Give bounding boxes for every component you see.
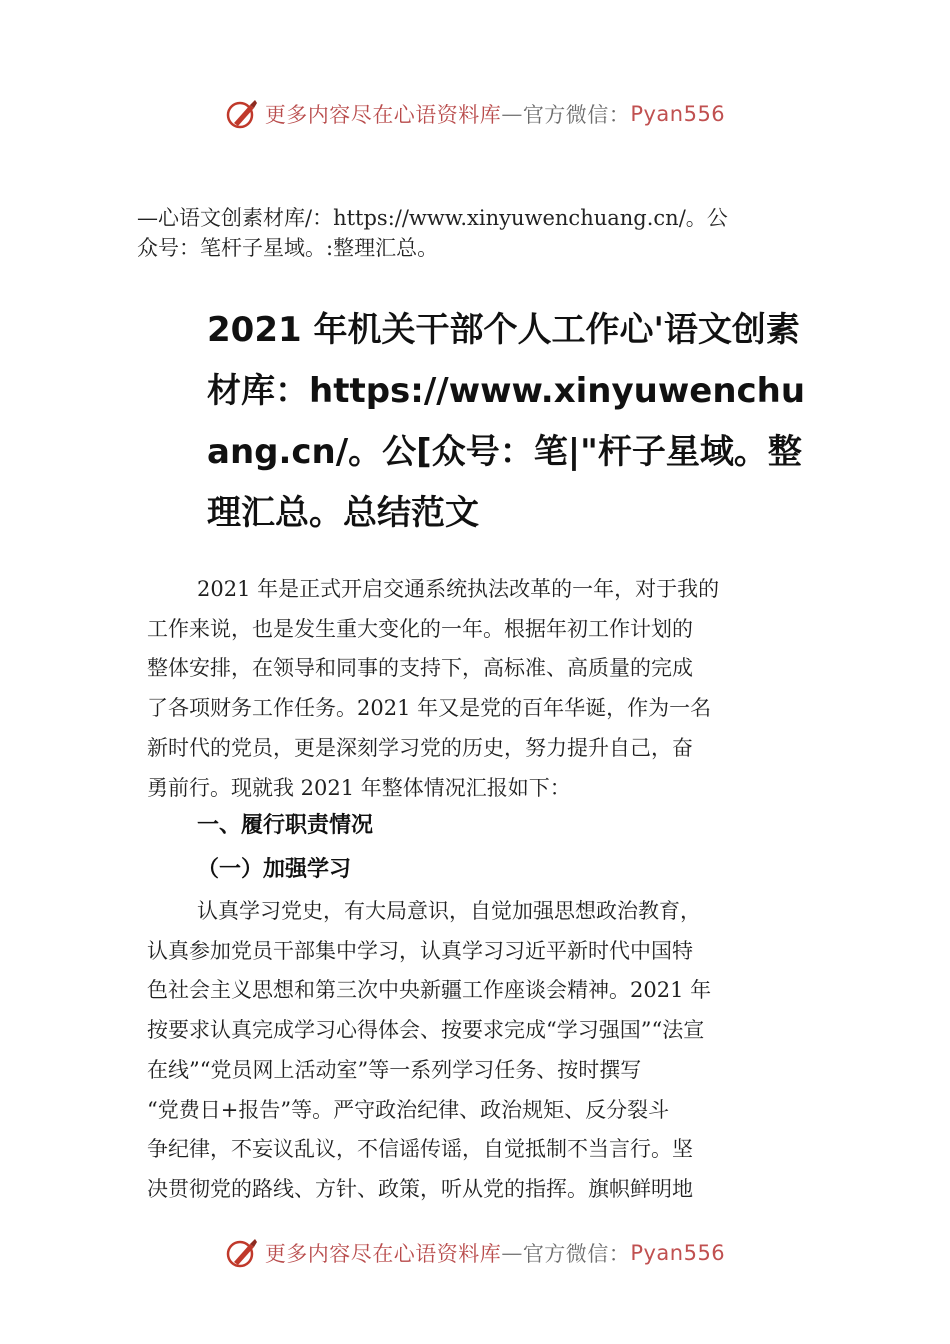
banner-text: 更多内容尽在心语资料库	[264, 1242, 502, 1266]
pen-logo-icon	[225, 1236, 259, 1270]
paragraph-1	[147, 570, 817, 808]
paragraph-line: 色社会主义思想和第三次中央新疆工作座谈会精神。2021 年	[147, 978, 712, 1003]
paragraph-line: 认真学习党史，有大局意识，自觉加强思想政治教育，	[197, 899, 701, 923]
footer-banner	[0, 1233, 950, 1273]
intro-line: —心语文创素材库/：https://www.xinyuwenchuang.cn/。公	[137, 206, 728, 230]
banner-wechat-id: Pyan556	[630, 102, 726, 126]
banner-text: 更多内容尽在心语资料库	[264, 103, 502, 127]
title-line: 材库：https://www.xinyuwenchu	[207, 371, 806, 411]
banner-wechat-label: 官方微信：	[522, 1242, 631, 1266]
paragraph-line: 勇前行。现就我 2021 年整体情况汇报如下：	[147, 775, 571, 800]
pen-logo-icon	[225, 97, 259, 131]
paragraph-line: 工作来说，也是发生重大变化的一年。根据年初工作计划的	[147, 616, 693, 641]
title-line: 理汇总。总结范文	[207, 493, 479, 533]
banner-wechat-id: Pyan556	[630, 1241, 726, 1265]
title-line: ang.cn/。公[众号：笔|"杆子星域。整	[207, 432, 802, 472]
paragraph-line: 整体安排，在领导和同事的支持下，高标准、高质量的完成	[147, 656, 693, 681]
paragraph-2	[147, 892, 817, 1210]
intro-line: 众号：笔杆子星域。:整理汇总。	[137, 236, 439, 260]
paragraph-line: “党费日+报告”等。严守政治纪律、政治规矩、反分裂斗	[147, 1097, 670, 1122]
banner-dash: —	[501, 102, 523, 126]
banner-dash: —	[501, 1241, 523, 1265]
paragraph-line: 了各项财务工作任务。2021 年又是党的百年华诞，作为一名	[147, 696, 712, 721]
banner-wechat-label: 官方微信：	[522, 103, 631, 127]
paragraph-line: 新时代的党员，更是深刻学习党的历史，努力提升自己，奋	[147, 735, 693, 760]
paragraph-line: 在线”“党员网上活动室”等一系列学习任务、按时撰写	[147, 1057, 642, 1082]
paragraph-line: 按要求认真完成学习心得体会、按要求完成“学习强国”“法宣	[147, 1018, 705, 1043]
subsection-heading: （一）加强学习	[197, 857, 352, 882]
header-banner	[0, 94, 950, 134]
section-heading: 一、履行职责情况	[197, 813, 374, 838]
title-line: 2021 年机关干部个人工作心'语文创素	[207, 310, 800, 350]
paragraph-line: 认真参加党员干部集中学习，认真学习习近平新时代中国特	[147, 938, 693, 963]
paragraph-line: 争纪律，不妄议乱议，不信谣传谣，自觉抵制不当言行。坚	[147, 1137, 693, 1162]
paragraph-line: 2021 年是正式开启交通系统执法改革的一年，对于我的	[197, 577, 720, 601]
document-title	[207, 300, 847, 544]
intro-text	[137, 203, 827, 263]
paragraph-line: 决贯彻党的路线、方针、政策，听从党的指挥。旗帜鲜明地	[147, 1176, 693, 1201]
